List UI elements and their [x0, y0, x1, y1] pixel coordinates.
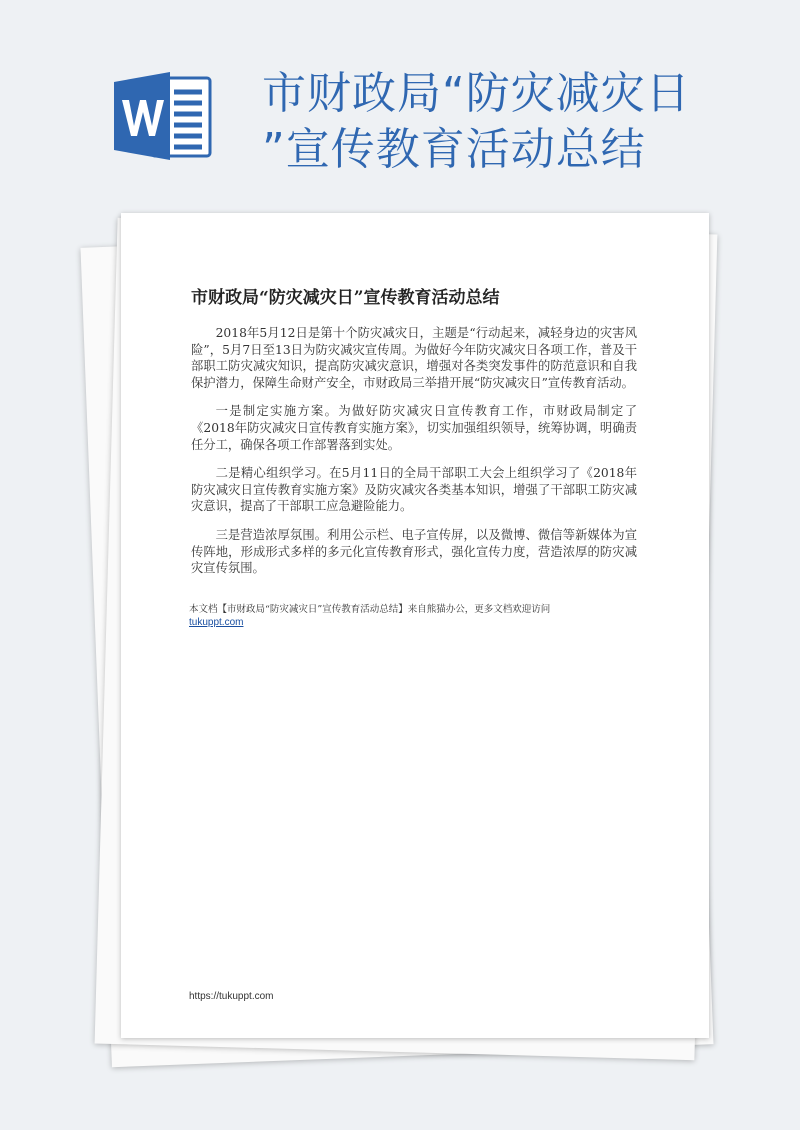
paragraph-1: 一是制定实施方案。为做好防灾减灾日宣传教育工作，市财政局制定了《2018年防灾减灾日宣传教育实施方案》，切实加强组织领导，统筹协调，明确责任分工，确保各项工作部署落到实处。	[191, 404, 637, 452]
source-link[interactable]: tukuppt.com	[189, 617, 244, 628]
paragraph-intro: 2018年5月12日是第十个防灾减灾日，主题是“行动起来，减轻身边的灾害风险”，5月7日至13日为防灾减灾宣传周。为做好今年防灾减灾日各项工作，普及干部职工防灾减灾知识，提高防灾减灾意识，增强对各类突发事件的防范意识和自我保护潜力，保障生命财产安全，市财政局三举措开展“防灾减灾日”宣传教育活动。	[191, 326, 637, 390]
header-title	[262, 66, 732, 178]
paragraph-2: 二是精心组织学习。在5月11日的全局干部职工大会上组织学习了《2018年防灾减灾日宣传教育实施方案》及防灾减灾各类基本知识，增强了干部职工防灾减灾意识，提高了干部职工应急避险能力。	[191, 466, 637, 514]
header-title-line-2: ”宣传教育活动总结	[262, 124, 646, 175]
word-document-icon	[112, 70, 212, 162]
footer-url: https://tukuppt.com	[189, 991, 274, 1002]
document-body	[191, 325, 637, 589]
paragraph-3: 三是营造浓厚氛围。利用公示栏、电子宣传屏，以及微博、微信等新媒体为宣传阵地，形成形式多样的多元化宣传教育形式，强化宣传力度，营造浓厚的防灾减灾宣传氛围。	[191, 527, 637, 576]
source-note	[189, 603, 649, 629]
document-page	[121, 213, 709, 1038]
document-title: 市财政局“防灾减灾日”宣传教育活动总结	[191, 288, 500, 308]
source-note-text: 本文档【市财政局“防灾减灾日”宣传教育活动总结】来自熊猫办公，更多文档欢迎访问	[189, 604, 551, 615]
header-title-line-1: 市财政局“防灾减灾日	[262, 68, 691, 119]
